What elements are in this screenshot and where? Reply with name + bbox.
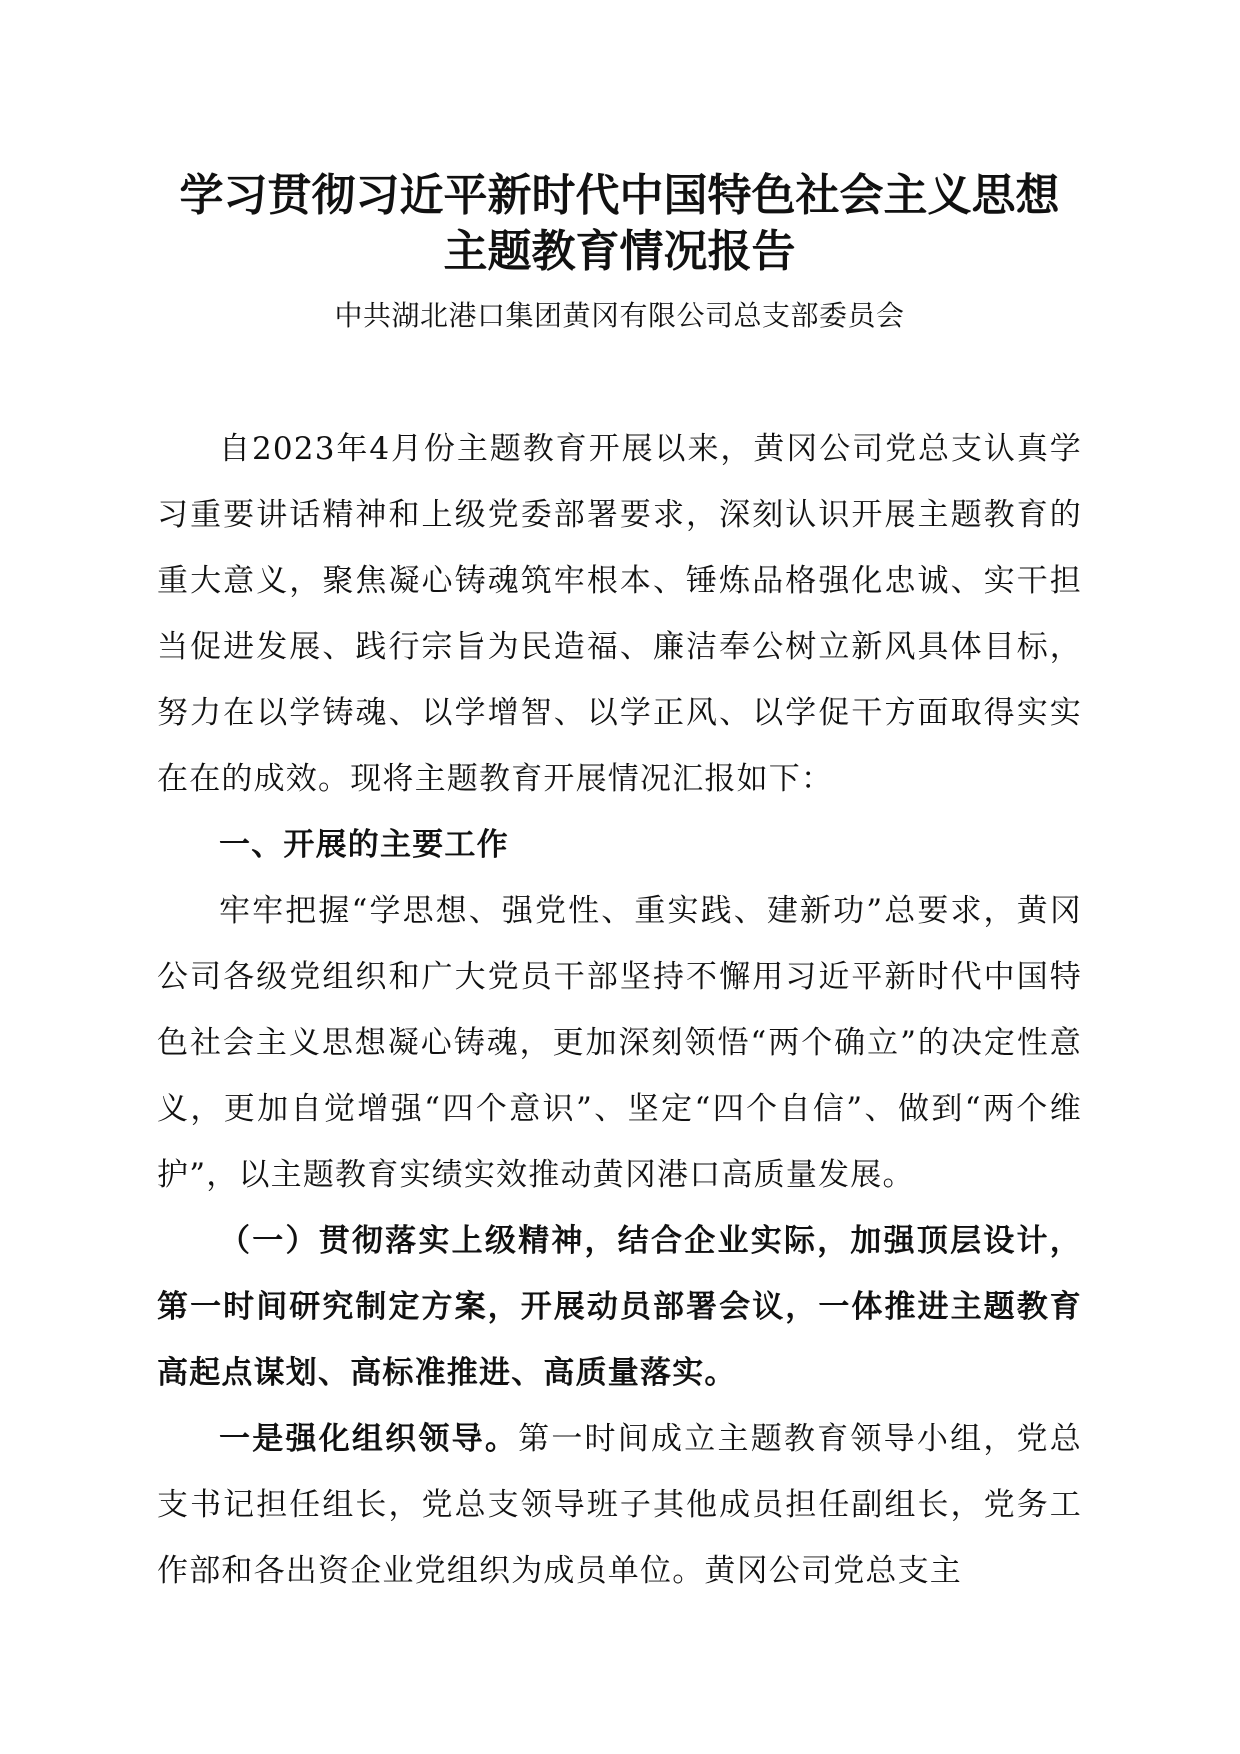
document-author: 中共湖北港口集团黄冈有限公司总支部委员会 — [334, 299, 905, 332]
section-paragraph: 牢牢把握“学思想、强党性、重实践、建新功”总要求，黄冈公司各级党组织和广大党员干部坚持不懈用习近平新时代中国特色社会主义思想凝心铸魂，更加深刻领悟“两个确立”的决定性意义，更加自觉增强“四个意识”、坚定“四个自信”、做到“两个维护”，以主题教育实绩实效推动黄冈港口高质量发展。 — [157, 893, 1082, 1193]
section-heading: 一、开展的主要工作 — [219, 827, 509, 863]
title-line-2: 主题教育情况报告 — [443, 226, 796, 277]
document-body — [157, 416, 1082, 1604]
document-title — [157, 168, 1082, 280]
title-line-1: 学习贯彻习近平新时代中国特色社会主义思想 — [179, 170, 1060, 221]
subsection-heading: （一）贯彻落实上级精神，结合企业实际，加强顶层设计，第一时间研究制定方案，开展动员部署会议，一体推进主题教育高起点谋划、高标准推进、高质量落实。 — [157, 1223, 1082, 1391]
detail-paragraph — [157, 1406, 1082, 1604]
document-content — [157, 168, 1082, 1604]
paragraph-lead: 一是强化组织领导。 — [219, 1421, 519, 1457]
paragraph-body: 第一时间成立主题教育领导小组，党总支书记担任组长，党总支领导班子其他成员担任副组长，党务工作部和各出资企业党组织为成员单位。黄冈公司党总支主 — [157, 1421, 1082, 1589]
intro-paragraph: 自2023年4月份主题教育开展以来，黄冈公司党总支认真学习重要讲话精神和上级党委部署要求，深刻认识开展主题教育的重大意义，聚焦凝心铸魂筑牢根本、锤炼品格强化忠诚、实干担当促进发展、践行宗旨为民造福、廉洁奉公树立新风具体目标，努力在以学铸魂、以学增智、以学正风、以学促干方面取得实实在在的成效。现将主题教育开展情况汇报如下： — [157, 431, 1082, 797]
